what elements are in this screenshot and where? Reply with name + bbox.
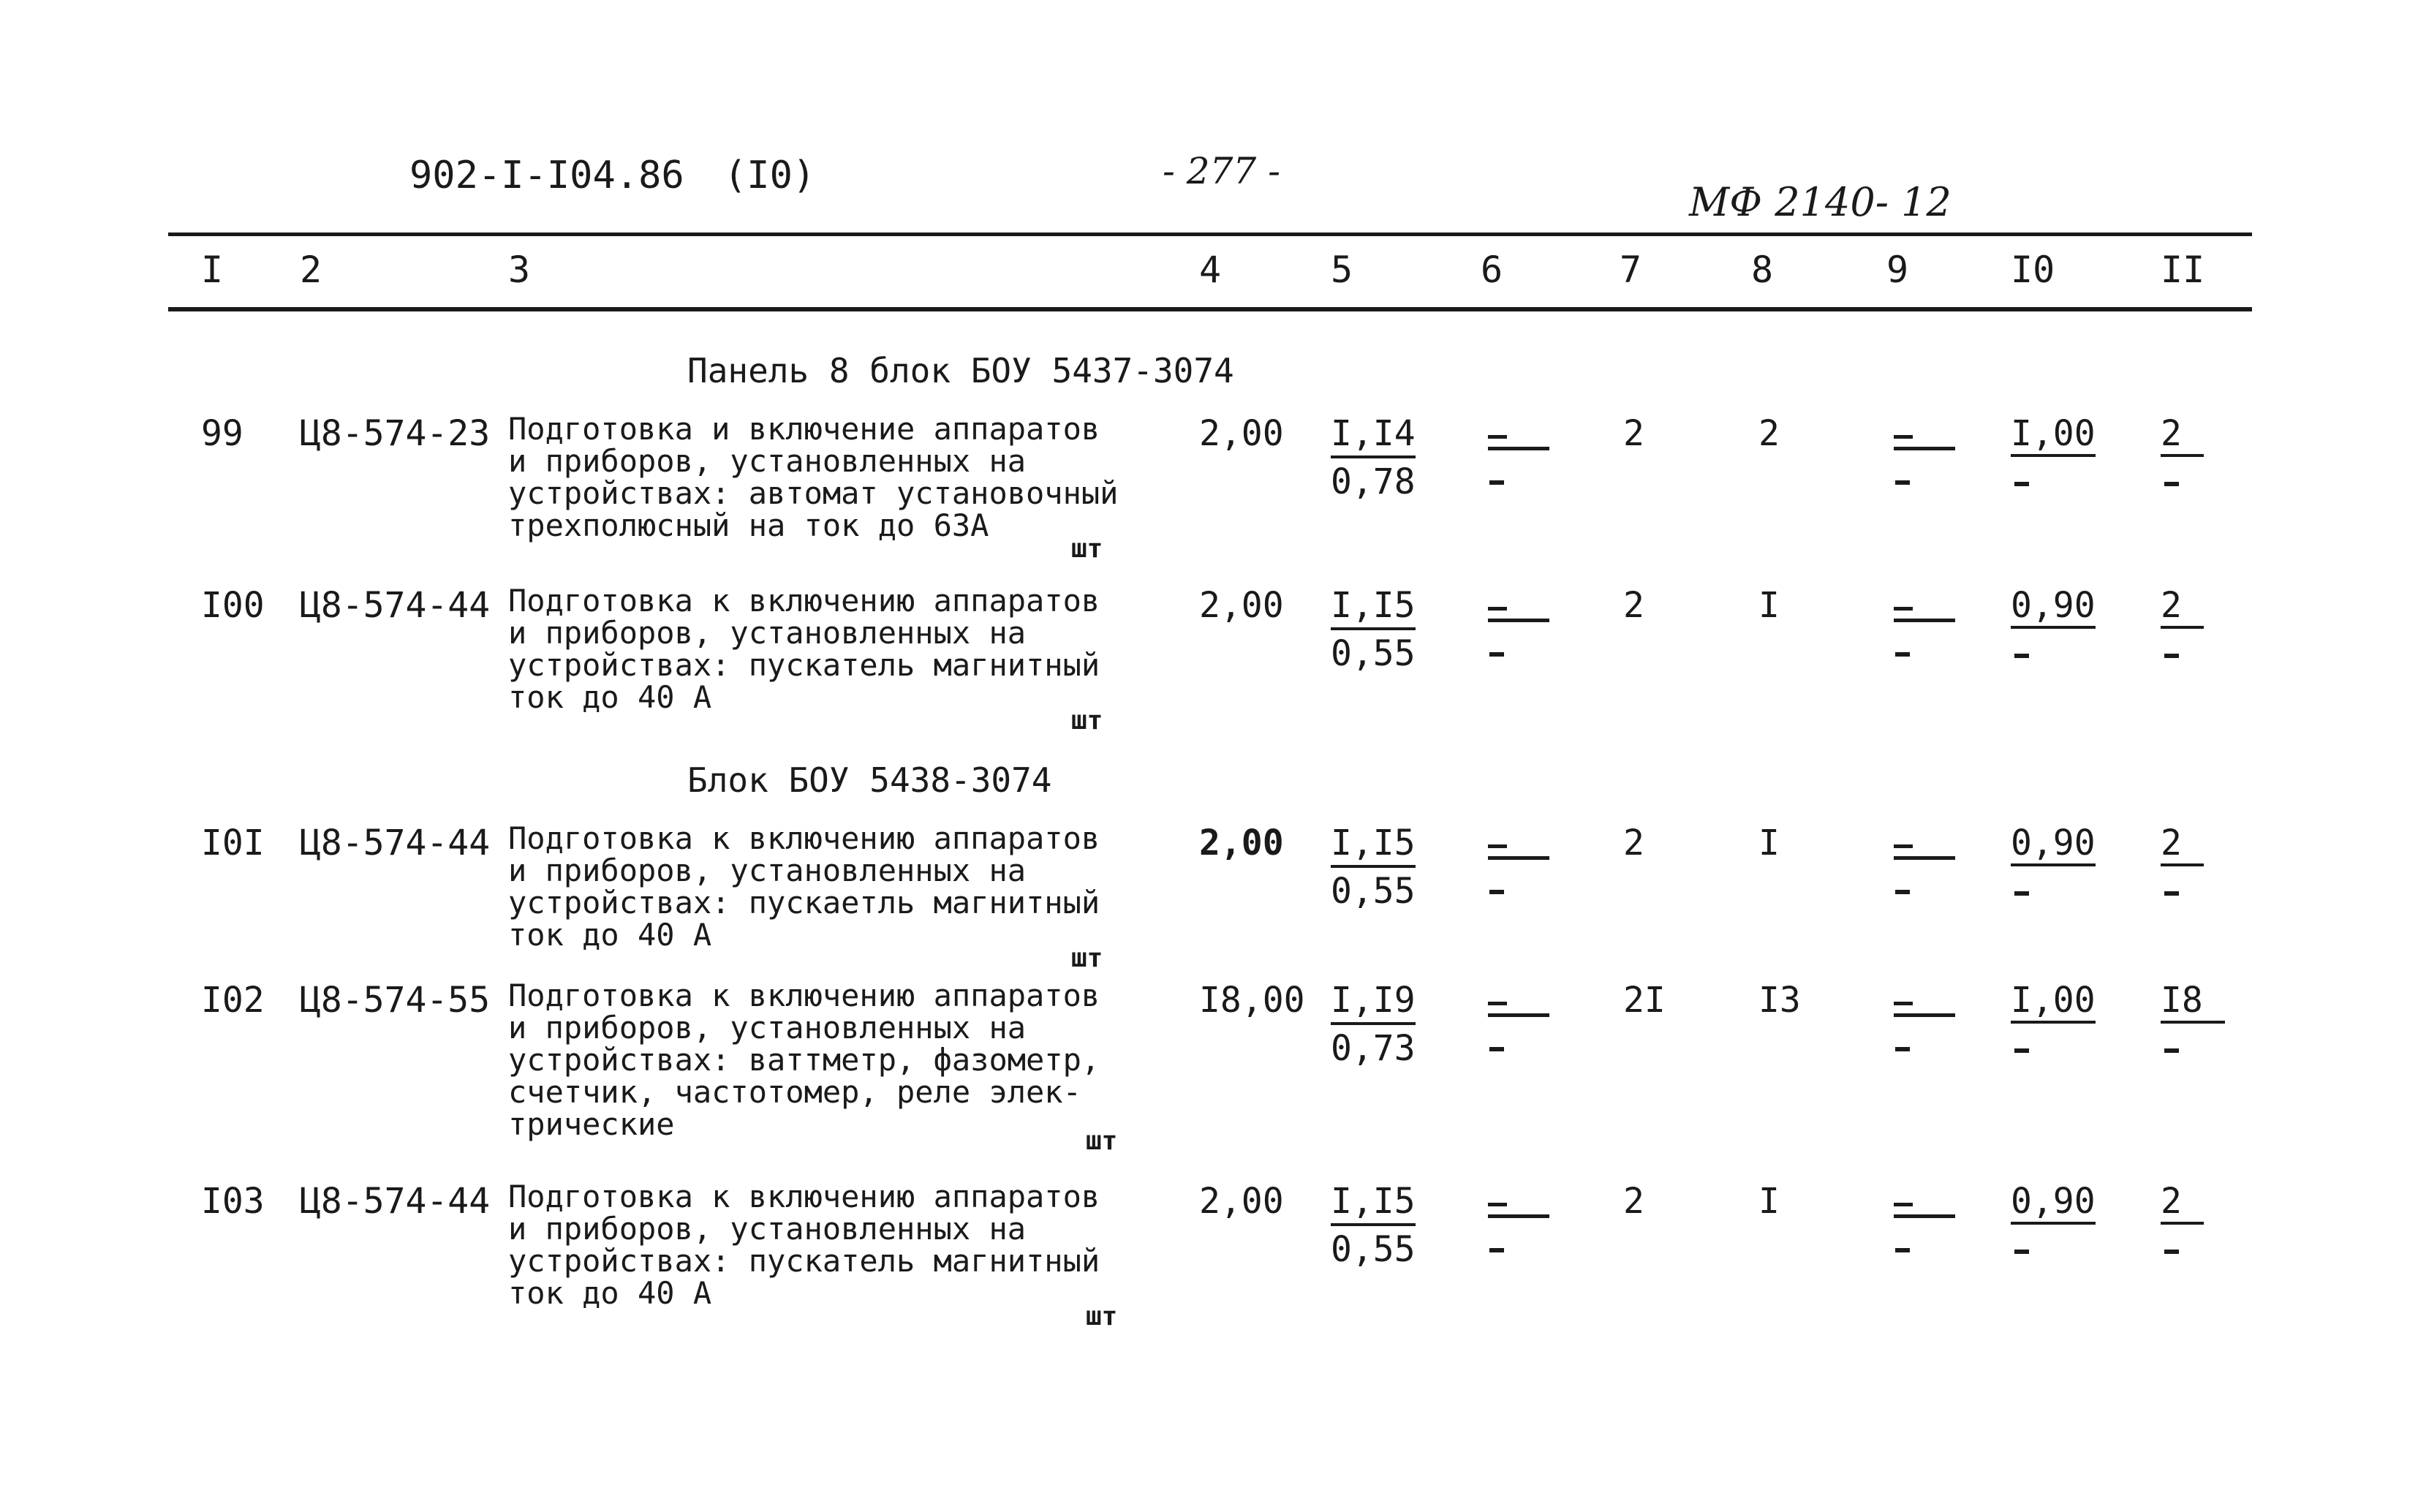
- column-8-value: 2: [1758, 413, 1780, 454]
- column-8-value: I: [1758, 823, 1780, 863]
- column-header-8: 8: [1751, 249, 1774, 291]
- unit-label: шт: [1071, 534, 1103, 564]
- column-8-value: I3: [1758, 980, 1801, 1021]
- column-11-value: [2161, 585, 2204, 629]
- table-row: [0, 585, 2418, 760]
- rate-code: Ц8-574-44: [300, 1181, 491, 1222]
- column-10-value: 0,90: [2011, 1181, 2096, 1225]
- dash-mark: [2164, 891, 2179, 896]
- rate-code: Ц8-574-23: [300, 413, 491, 454]
- row-number: 99: [201, 413, 243, 454]
- section-title-panel-8: Панель 8 блок БОУ 5437-3074: [687, 351, 1234, 390]
- column-header-11: II: [2161, 249, 2205, 291]
- fraction-top: I,I5: [1331, 585, 1416, 630]
- work-description: Подготовка к включению аппаратов и приборов, установленных на устройствах: пускатель магнитный ток до 40 А: [508, 1179, 1100, 1311]
- column-7-value: 2: [1623, 413, 1644, 454]
- document-code: 902-I-I04.86: [409, 154, 684, 197]
- table-row: [0, 1181, 2418, 1356]
- unit-label: шт: [1071, 943, 1103, 973]
- fraction-top: I,I5: [1331, 823, 1416, 868]
- table-row: [0, 413, 2418, 589]
- header-bottom-rule: [168, 307, 2252, 311]
- unit-label: шт: [1086, 1126, 1118, 1156]
- column-5-fraction: [1331, 823, 1416, 912]
- row-number: I02: [201, 980, 265, 1021]
- table-row: [0, 820, 2418, 998]
- dash-mark: [2014, 891, 2029, 896]
- dash-mark: [2014, 1048, 2029, 1053]
- unit-label: шт: [1071, 706, 1103, 736]
- column-8-value: I: [1758, 1181, 1780, 1222]
- rate-code: Ц8-574-44: [300, 585, 491, 626]
- column-5-fraction: [1331, 1181, 1416, 1270]
- column-7-value: 2I: [1623, 980, 1666, 1021]
- fraction-bottom: 0,78: [1331, 461, 1416, 502]
- column-header-1: I: [201, 249, 224, 291]
- column-11-number: 2: [2161, 1181, 2182, 1222]
- dash-mark: [2164, 482, 2179, 486]
- column-10-value: 0,90: [2011, 585, 2096, 629]
- column-header-10: I0: [2011, 249, 2055, 291]
- dash-mark: [2014, 654, 2029, 658]
- column-11-number: 2: [2161, 823, 2182, 863]
- dash-mark: [2164, 654, 2179, 658]
- column-7-value: 2: [1623, 1181, 1644, 1222]
- rate-code: Ц8-574-44: [300, 823, 491, 863]
- column-11-number: I8: [2161, 980, 2203, 1021]
- column-11-value: [2161, 413, 2204, 457]
- quantity: 2,00: [1199, 413, 1284, 454]
- column-11-value: [2161, 1181, 2204, 1225]
- work-description: Подготовка к включению аппаратов и приборов, установленных на устройствах: пускатель магнитный ток до 40 А: [508, 583, 1100, 715]
- column-7-value: 2: [1623, 585, 1644, 626]
- quantity: 2,00: [1199, 1181, 1284, 1222]
- column-header-3: 3: [508, 249, 531, 291]
- fraction-bottom: 0,55: [1331, 633, 1416, 674]
- column-11-number: 2: [2161, 413, 2182, 454]
- quantity: I8,00: [1199, 980, 1305, 1021]
- dash-mark: [2164, 1250, 2179, 1254]
- column-header-2: 2: [300, 249, 322, 291]
- column-10-value: I,00: [2011, 980, 2096, 1024]
- work-description: Подготовка и включение аппаратов и приборов, установленных на устройствах: автомат установочный трехполюсный на ток до 63А: [508, 411, 1119, 543]
- fraction-bottom: 0,73: [1331, 1028, 1416, 1069]
- column-10-value: 0,90: [2011, 823, 2096, 866]
- quantity: 2,00: [1199, 823, 1284, 863]
- column-11-value: [2161, 823, 2204, 866]
- page-number: - 277 -: [1163, 150, 1281, 192]
- sheet-number: (I0): [724, 154, 816, 197]
- column-header-5: 5: [1331, 249, 1353, 291]
- column-header-9: 9: [1886, 249, 1909, 291]
- column-5-fraction: [1331, 413, 1416, 502]
- row-number: I00: [201, 585, 265, 626]
- column-7-value: 2: [1623, 823, 1644, 863]
- section-title-block-5438: Блок БОУ 5438-3074: [687, 760, 1052, 800]
- column-header-6: 6: [1481, 249, 1503, 291]
- dash-mark: [2014, 1250, 2029, 1254]
- unit-label: шт: [1086, 1301, 1118, 1331]
- column-header-4: 4: [1199, 249, 1222, 291]
- column-5-fraction: [1331, 980, 1416, 1069]
- top-rule: [168, 233, 2252, 236]
- rate-code: Ц8-574-55: [300, 980, 491, 1021]
- column-header-7: 7: [1620, 249, 1642, 291]
- column-11-value: [2161, 980, 2225, 1024]
- table-row: [0, 980, 2418, 1170]
- column-11-number: 2: [2161, 585, 2182, 626]
- column-8-value: I: [1758, 585, 1780, 626]
- row-number: I0I: [201, 823, 265, 863]
- work-description: Подготовка к включению аппаратов и приборов, установленных на устройствах: пускаетль магнитный ток до 40 А: [508, 820, 1100, 953]
- dash-mark: [2014, 482, 2029, 486]
- fraction-bottom: 0,55: [1331, 1229, 1416, 1270]
- fraction-top: I,I5: [1331, 1181, 1416, 1226]
- work-description: Подготовка к включению аппаратов и приборов, установленных на устройствах: ваттметр, фазометр, счетчик, частотомер, реле элек- трические: [508, 978, 1100, 1142]
- column-10-value: I,00: [2011, 413, 2096, 457]
- quantity: 2,00: [1199, 585, 1284, 626]
- handwritten-stamp: МФ 2140- 12: [1689, 179, 1952, 225]
- column-5-fraction: [1331, 585, 1416, 674]
- row-number: I03: [201, 1181, 265, 1222]
- fraction-top: I,I4: [1331, 413, 1416, 458]
- fraction-bottom: 0,55: [1331, 871, 1416, 912]
- dash-mark: [2164, 1048, 2179, 1053]
- fraction-top: I,I9: [1331, 980, 1416, 1025]
